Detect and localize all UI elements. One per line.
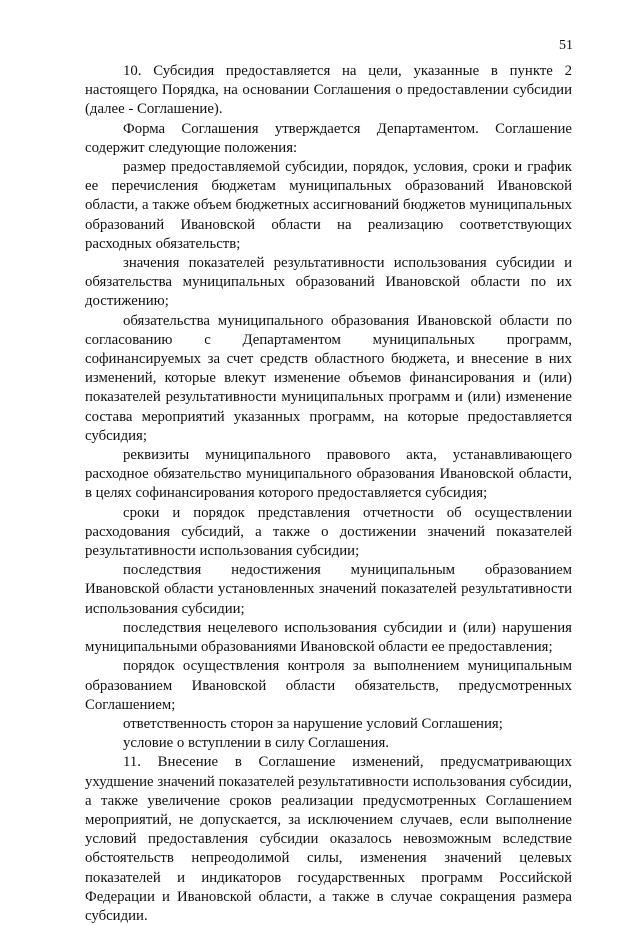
provision-misuse-consequences: последствия нецелевого использования субсидии и (или) нарушения муниципальными образованиями Ивановской области ее предоставления; bbox=[85, 619, 572, 656]
page-number: 51 bbox=[559, 38, 573, 53]
provision-control-procedure: порядок осуществления контроля за выполнением муниципальным образованием Ивановской области обязательств, предусмотренных Соглашением; bbox=[85, 658, 572, 713]
document-body bbox=[85, 62, 572, 926]
provision-reporting: сроки и порядок представления отчетности об осуществлении расходования субсидий, а также о достижении значений показателей результативности использования субсидии; bbox=[85, 504, 572, 560]
provision-entry-into-force: условие о вступлении в силу Соглашения. bbox=[123, 735, 389, 752]
provision-responsibility: ответственность сторон за нарушение условий Соглашения; bbox=[123, 715, 503, 732]
paragraph-item-10: 10. Субсидия предоставляется на цели, указанные в пункте 2 настоящего Порядка, на основании Соглашения о предоставлении субсидии (далее - Соглашение). bbox=[85, 63, 572, 118]
provision-non-achievement-consequences: последствия недостижения муниципальным образованием Ивановской области установленных значений показателей результативности использования субсидии; bbox=[85, 562, 572, 617]
provision-program-coordination: обязательства муниципального образования Ивановской области по согласованию с Департаментом муниципальных программ, софинансируемых за счет средств областного бюджета, и внесение в них изменений, которые влекут изменение объемов финансирования и (или) показателей результативности муниципальных программ и (или) изменение состава мероприятий указанных программ, на которые предоставляется субсидия; bbox=[85, 312, 572, 444]
provision-legal-act-details: реквизиты муниципального правового акта, устанавливающего расходное обязательство муниципального образования Ивановской области, в целях софинансирования которого предоставляется субсидия; bbox=[85, 447, 572, 502]
provision-subsidy-size: размер предоставляемой субсидии, порядок, условия, сроки и график ее перечисления бюджетам муниципальных образований Ивановской области, а также объем бюджетных ассигнований бюджетов муниципальных образований Ивановской области на реализацию соответствующих расходных обязательств; bbox=[85, 159, 572, 252]
provision-performance-indicators: значения показателей результативности использования субсидии и обязательства муниципальных образований Ивановской области по их достижению; bbox=[85, 255, 572, 310]
paragraph-agreement-form: Форма Соглашения утверждается Департаментом. Соглашение содержит следующие положения: bbox=[85, 120, 572, 156]
paragraph-item-11: 11. Внесение в Соглашение изменений, предусматривающих ухудшение значений показателей результативности использования субсидии, а также увеличение сроков реализации предусмотренных Соглашением мероприятий, не допускается, за исключением случаев, если выполнение условий предоставления субсидии оказалось невозможным вследствие обстоятельств непреодолимой силы, изменения значений целевых показателей и индикаторов государственных программ Российской Федерации и Ивановской области, а также в случае сокращения размера субсидии. bbox=[85, 754, 572, 924]
